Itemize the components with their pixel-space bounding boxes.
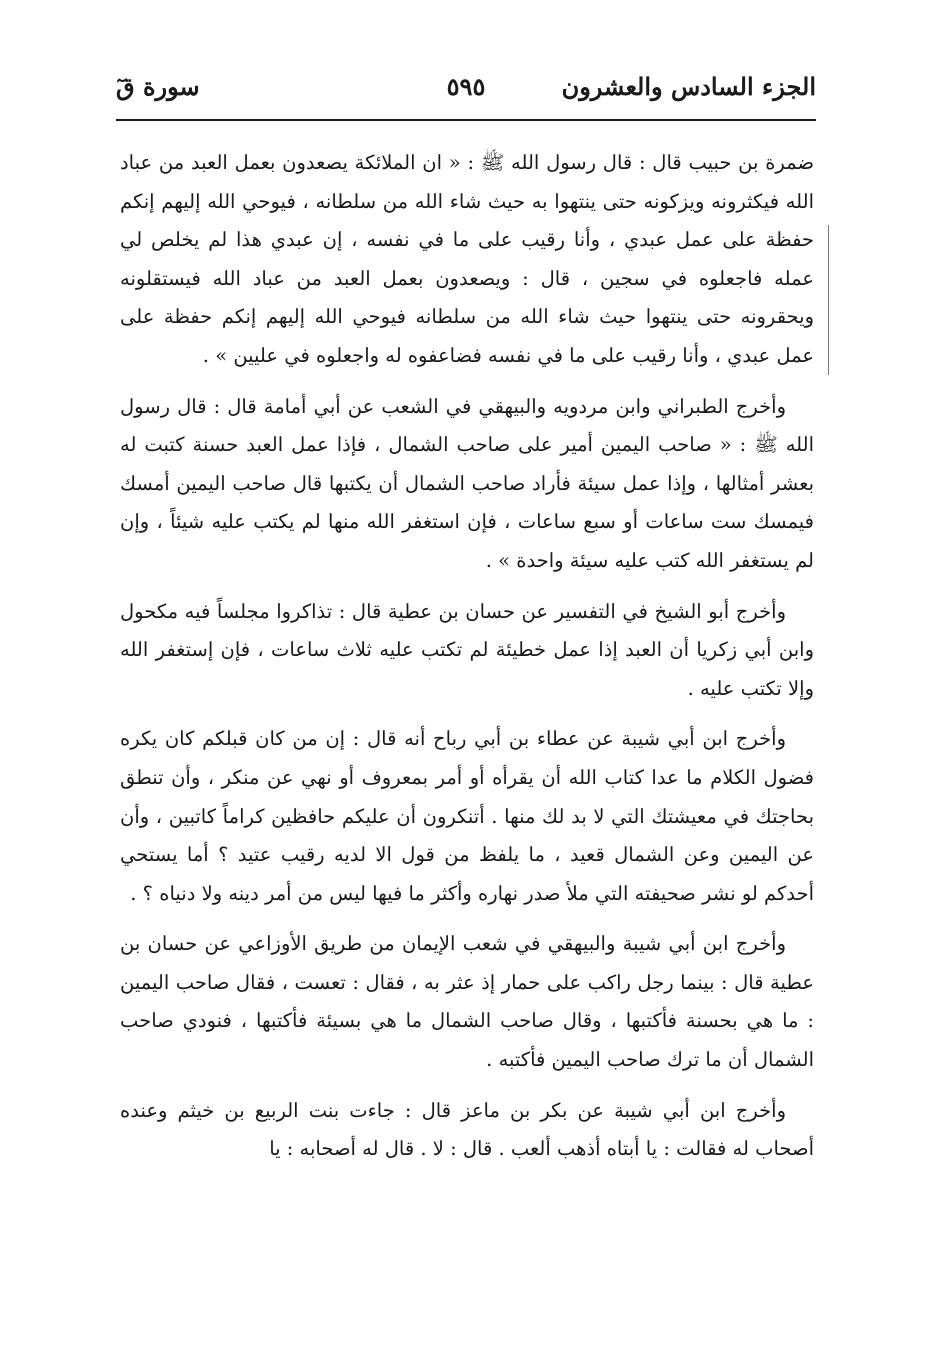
body-text <box>120 144 814 1181</box>
header-rule <box>116 119 816 121</box>
juz-title: الجزء السادس والعشرون <box>561 72 816 101</box>
paragraph-1: ضمرة بن حبيب قال : قال رسول الله ﷺ : « ان الملائكة يصعدون بعمل العبد من عباد الله فيكثرونه ويزكونه حتى ينتهوا به حيث شاء الله من سلطانه ، فيوحي الله إليهم إنكم حفظة على عمل عبدي ، وأنا رقيب على ما في نفسه ، إن عبدي هذا لم يخلص لي عمله فاجعلوه في سجين ، قال : ويصعدون بعمل العبد من عباد الله فيستقلونه ويحقرونه حتى ينتهوا حيث شاء الله من سلطانه فيوحي الله إليهم إنكم حفظة على عمل عبدي ، وأنا رقيب على ما في نفسه فضاعفوه له واجعلوه في عليين » . <box>120 151 814 367</box>
surah-title: سورة قٓ <box>116 72 200 101</box>
paragraph-3: وأخرج أبو الشيخ في التفسير عن حسان بن عطية قال : تذاكروا مجلساً فيه مكحول وابن أبي زكريا أن العبد إذا عمل خطيئة لم تكتب عليه ثلاث ساعات ، فإن إستغفر الله وإلا تكتب عليه . <box>120 599 814 700</box>
margin-mark <box>828 225 829 375</box>
paragraph-6: وأخرج ابن أبي شيبة عن بكر بن ماعز قال : جاءت بنت الربيع بن خيثم وعنده أصحاب له فقالت : يا أبتاه أذهب ألعب . قال : لا . قال له أصحابه : يا <box>120 1098 814 1161</box>
page-number: ٥٩٥ <box>446 72 486 101</box>
paragraph-5: وأخرج ابن أبي شيبة والبيهقي في شعب الإيمان من طريق الأوزاعي عن حسان بن عطية قال : بينما رجل راكب على حمار إذ عثر به ، فقال : تعست ، فقال صاحب اليمين : ما هي بحسنة فأكتبها ، وقال صاحب الشمال ما هي بسيئة فأكتبها ، فنودي صاحب الشمال أن ما ترك صاحب اليمين فأكتبه . <box>120 932 814 1072</box>
paragraph-4: وأخرج ابن أبي شيبة عن عطاء بن أبي رباح أنه قال : إن من كان قبلكم كان يكره فضول الكلام ما عدا كتاب الله أن يقرأه أو أمر بمعروف أو نهي عن منكر ، وأن تنطق بحاجتك في معيشتك التي لا بد لك منها . أتنكرون أن عليكم حافظين كراماً كاتبين ، وأن عن اليمين وعن الشمال قعيد ، ما يلفظ من قول الا لديه رقيب عتيد ؟ أما يستحي أحدكم لو نشر صحيفته التي ملأ صدر نهاره وأكثر ما فيها ليس من أمر دينه ولا دنياه ؟ . <box>120 727 814 905</box>
running-header <box>116 70 816 110</box>
paragraph-2: وأخرج الطبراني وابن مردويه والبيهقي في الشعب عن أبي أمامة قال : قال رسول الله ﷺ : « صاحب اليمين أمير على صاحب الشمال ، فإذا عمل العبد حسنة كتبت له بعشر أمثالها ، وإذا عمل سيئة فأراد صاحب الشمال أن يكتبها قال صاحب اليمين أمسك فيمسك ست ساعات أو سبع ساعات ، فإن استغفر الله منها لم يكتب عليه شيئاً ، وإن لم يستغفر الله كتب عليه سيئة واحدة » . <box>120 394 814 572</box>
